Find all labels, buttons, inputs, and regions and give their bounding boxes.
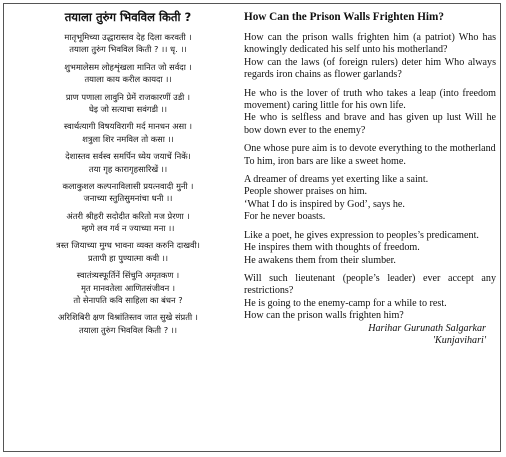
marathi-stanza	[12, 91, 244, 116]
marathi-line: शत्रुला शिर नमविल तो कसा ।।	[82, 133, 174, 144]
marathi-stanza	[12, 120, 244, 145]
english-line: He awakens them from their slumber.	[244, 254, 396, 266]
marathi-title: तयाला तुरुंग भिवविल किती ?	[64, 10, 192, 24]
marathi-line: त्रस्त जियाच्या मुग्ध भावना व्यक्त करुनि दाखवी।	[56, 240, 200, 251]
english-line: For he never boasts.	[244, 211, 326, 223]
author-pen-name: 'Kunjavihari'	[432, 334, 486, 346]
english-line: People shower praises on him.	[244, 186, 368, 198]
marathi-stanzas	[12, 31, 244, 336]
marathi-stanza	[12, 150, 244, 175]
english-translation	[244, 9, 496, 347]
english-stanza	[244, 273, 496, 323]
marathi-line: म्हणे लव गर्व न ज्याच्या मना ।।	[81, 223, 175, 234]
marathi-line: स्वातंत्र्यस्फूर्तिनें सिंचुनि अमृतकण ।	[76, 270, 180, 281]
marathi-line: स्वार्थत्यागी विषयविरागी मर्द मानधन असा ।	[63, 121, 193, 132]
marathi-line: शुभमालेसम लोहशृंखला मानित जो सर्वदा ।	[64, 61, 192, 72]
english-stanza	[244, 32, 496, 82]
english-stanza	[244, 230, 496, 267]
marathi-line: कलाकुशल कल्पनाविलासी प्रयत्नवादी मुनी ।	[62, 180, 194, 191]
author-name: Harihar Gurunath Salgarkar	[368, 322, 486, 334]
english-title: How Can the Prison Walls Frighten Him?	[244, 11, 444, 23]
english-line: How can the prison walls frighten him?	[244, 310, 404, 322]
marathi-stanza	[12, 180, 244, 205]
marathi-line: तयाला काय करील कायदा ।।	[84, 74, 172, 85]
marathi-line: अरिशिबिरी क्षण विश्रांतिस्तव जात सुखे संप्रती ।	[58, 312, 198, 323]
marathi-line: मातृभूमिच्या उद्धारास्तव देह दिला करवती ।	[64, 32, 192, 42]
marathi-stanza	[12, 269, 244, 306]
marathi-line: तो सेनापति कवि साहिला का बंधन ?	[73, 295, 183, 306]
marathi-stanza	[12, 31, 244, 56]
page-frame	[3, 3, 501, 452]
english-stanza	[244, 174, 496, 224]
marathi-line: तयाला तुरुंग भिवविल किती ? ।। धृ. ।।	[69, 44, 187, 55]
marathi-line: अंतरी श्रीहरी सदोदीत करितो मज प्रेरणा ।	[66, 210, 190, 221]
english-stanza	[244, 88, 496, 138]
marathi-stanza	[12, 210, 244, 235]
english-line: He is going to the enemy-camp for a while to rest.	[244, 297, 447, 309]
english-stanza	[244, 143, 496, 168]
marathi-line: जनाच्या स्तुतिसुमनांचा धनी ।।	[83, 193, 173, 204]
english-line: Like a poet, he gives expression to peoples’s predicament.	[244, 229, 479, 241]
english-line: ‘What I do is inspired by God’, says he.	[244, 198, 405, 210]
marathi-line: प्रतापी हा पुण्यात्मा कवी ।।	[87, 252, 169, 263]
english-line: He inspires them with thoughts of freedom.	[244, 242, 420, 254]
marathi-poem	[12, 9, 244, 336]
marathi-line: देशास्तव सर्वस्व समर्पिन ध्येय जयाचें निकें।	[65, 151, 191, 162]
english-line: A dreamer of dreams yet exerting like a saint.	[244, 174, 429, 186]
english-line: He who is the lover of truth who takes a leap (into freedom movement) caring little for his own life.	[244, 87, 496, 112]
english-stanzas	[244, 32, 496, 323]
english-line: He who is selfless and brave and has given up lust Will he bow down ever to the enemy?	[244, 112, 496, 136]
english-line: One whose pure aim is to devote everything to the motherland	[244, 143, 496, 155]
marathi-stanza	[12, 239, 244, 264]
english-line: How can the prison walls frighten him (a patriot) Who has knowingly dedicated his self unto his motherland?	[244, 32, 496, 56]
marathi-stanza	[12, 311, 244, 336]
marathi-line: घेइ जो सत्याचा सवंगडी ।।	[89, 103, 167, 114]
marathi-line: तया गृह कारागृहसारिखें ।।	[88, 163, 168, 174]
marathi-stanza	[12, 61, 244, 86]
marathi-line: मृत मानवतेला आणितसंजीवन ।	[80, 282, 176, 293]
marathi-line: प्राण पणाला लावुनि प्रेमें राजकारणीं उडी ।	[65, 91, 191, 102]
marathi-line: तयाला तुरुंग भिवविल किती ? ।।	[78, 324, 178, 335]
english-line: To him, iron bars are like a sweet home.	[244, 155, 406, 167]
english-line: Will such lieutenant (people’s leader) ever accept any restrictions?	[244, 272, 496, 297]
english-line: How can the laws (of foreign rulers) deter him Who always regards iron chains as flower garlands?	[244, 56, 496, 81]
